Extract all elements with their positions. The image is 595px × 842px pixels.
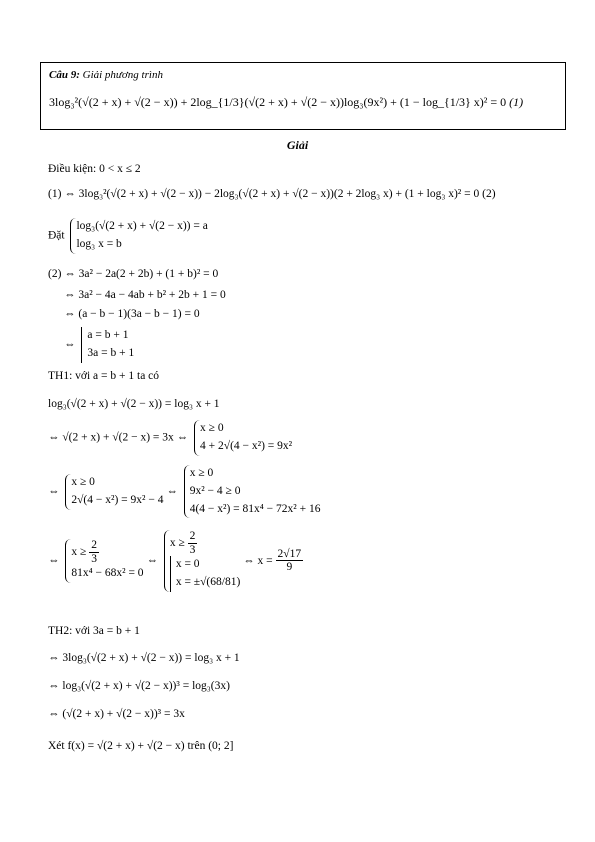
fraction-numerator: 2√17 (277, 547, 302, 560)
th1-l3-s2: 2√(4 − x²) = 9x² − 4 (71, 493, 164, 506)
th1-l4-t3: x = ±√(68/81) (175, 576, 241, 589)
eq2c-line: ⇔ (a − b − 1)(3a − b − 1) = 0 (64, 308, 200, 320)
th1-l4-mid: ⇔ (146, 554, 158, 567)
fraction-numerator: 2 (91, 538, 97, 551)
question-box (40, 62, 566, 130)
substitution-system (70, 218, 207, 254)
fraction-denominator: 9 (286, 561, 293, 574)
th1-l3-system-a (65, 474, 163, 510)
th1-l4 (48, 530, 303, 592)
fraction (89, 539, 99, 565)
case-symbol: ⇔ (64, 338, 76, 351)
fraction-denominator: 3 (91, 552, 97, 565)
th1-l4-or-bracket (170, 556, 240, 592)
th1-l4-t1 (170, 530, 240, 556)
case-bracket (81, 327, 134, 363)
question-label: Câu 9: (49, 69, 80, 81)
eq2-line: (2) ⇔ 3a² − 2a(2 + 2b) + (1 + b)² = 0 (48, 268, 219, 280)
th1-l1: log₃(√(2 + x) + √(2 − x)) = log₃ x + 1 (48, 398, 220, 410)
solution-title: Giải (286, 138, 309, 152)
th2-l3: ⇔ (√(2 + x) + √(2 − x))³ = 3x (48, 708, 185, 720)
case-a: a = b + 1 (87, 329, 129, 341)
th1-l4-left: ⇔ (48, 554, 60, 567)
th1-l3-t2: 9x² − 4 ≥ 0 (189, 484, 241, 497)
th1-l2-s1: x ≥ 0 (200, 422, 224, 434)
th1-l2-s2: 4 + 2√(4 − x²) = 9x² (200, 439, 293, 452)
th1-l4-s1-text: x ≥ (71, 545, 87, 558)
question-header (49, 69, 163, 81)
question-equation-tag: (1) (509, 95, 524, 109)
set-b: log₃ x = b (76, 237, 122, 250)
th2-l1: ⇔ 3log₃(√(2 + x) + √(2 − x)) = log₃ x + 1 (48, 652, 240, 664)
th1-l4-s1 (71, 539, 143, 565)
th1-l3-mid: ⇔ (166, 485, 178, 498)
question-equation-row (49, 95, 523, 110)
case-block (64, 327, 134, 363)
th2-l2: ⇔ log₃(√(2 + x) + √(2 − x))³ = log₃(3x) (48, 680, 230, 692)
th1-l2-left: ⇔ √(2 + x) + √(2 − x) = 3x ⇔ (48, 431, 189, 444)
question-equation: 3log₃²(√(2 + x) + √(2 − x)) + 2log_{1/3}(√(2 + x) + √(2 − x))log₃(9x²) + (1 − log_{1/3} x)² = 0 (49, 95, 507, 109)
th1-line: TH1: với a = b + 1 ta có (48, 370, 160, 382)
th1-l4-system-a (65, 539, 143, 583)
fraction (188, 530, 198, 556)
th1-l3-s1: x ≥ 0 (71, 475, 95, 488)
th1-l3-left: ⇔ (48, 485, 60, 498)
substitution-block (48, 218, 208, 254)
fraction (276, 548, 304, 574)
th2-line: TH2: với 3a = b + 1 (48, 625, 140, 637)
th1-l3-t3: 4(4 − x²) = 81x⁴ − 72x² + 16 (189, 502, 321, 515)
th1-l3-t1: x ≥ 0 (189, 467, 214, 479)
question-instruction: Giải phương trình (82, 69, 163, 81)
fraction-numerator: 2 (189, 530, 196, 542)
case-b: 3a = b + 1 (87, 346, 135, 359)
set-a: log₃(√(2 + x) + √(2 − x)) = a (76, 220, 208, 232)
th1-l4-s2: 81x⁴ − 68x² = 0 (71, 567, 144, 580)
th1-l2-system (194, 420, 292, 456)
step1-line: (1) ⇔ 3log₃²(√(2 + x) + √(2 − x)) − 2log₃(√(2 + x) + √(2 − x))(2 + 2log₃ x) + (1 + log₃ x)² = 0 (2) (48, 188, 496, 200)
th1-l4-t2: x = 0 (175, 558, 200, 571)
th1-l4-result-text: ⇔ x = (243, 554, 273, 567)
consider-line: Xét f(x) = √(2 + x) + √(2 − x) trên (0; 2] (48, 740, 234, 752)
fraction-denominator: 3 (189, 543, 196, 556)
set-label: Đặt (48, 229, 65, 242)
condition-line: Điều kiện: 0 < x ≤ 2 (48, 163, 141, 175)
th1-l4-system-b (164, 530, 240, 592)
th1-l4-t1-text: x ≥ (169, 536, 185, 549)
eq2b-line: ⇔ 3a² − 4a − 4ab + b² + 2b + 1 = 0 (64, 289, 226, 301)
th1-l2 (48, 420, 292, 456)
th1-l4-result (243, 547, 303, 574)
th1-l3 (48, 465, 320, 518)
th1-l3-system-b (184, 465, 321, 518)
